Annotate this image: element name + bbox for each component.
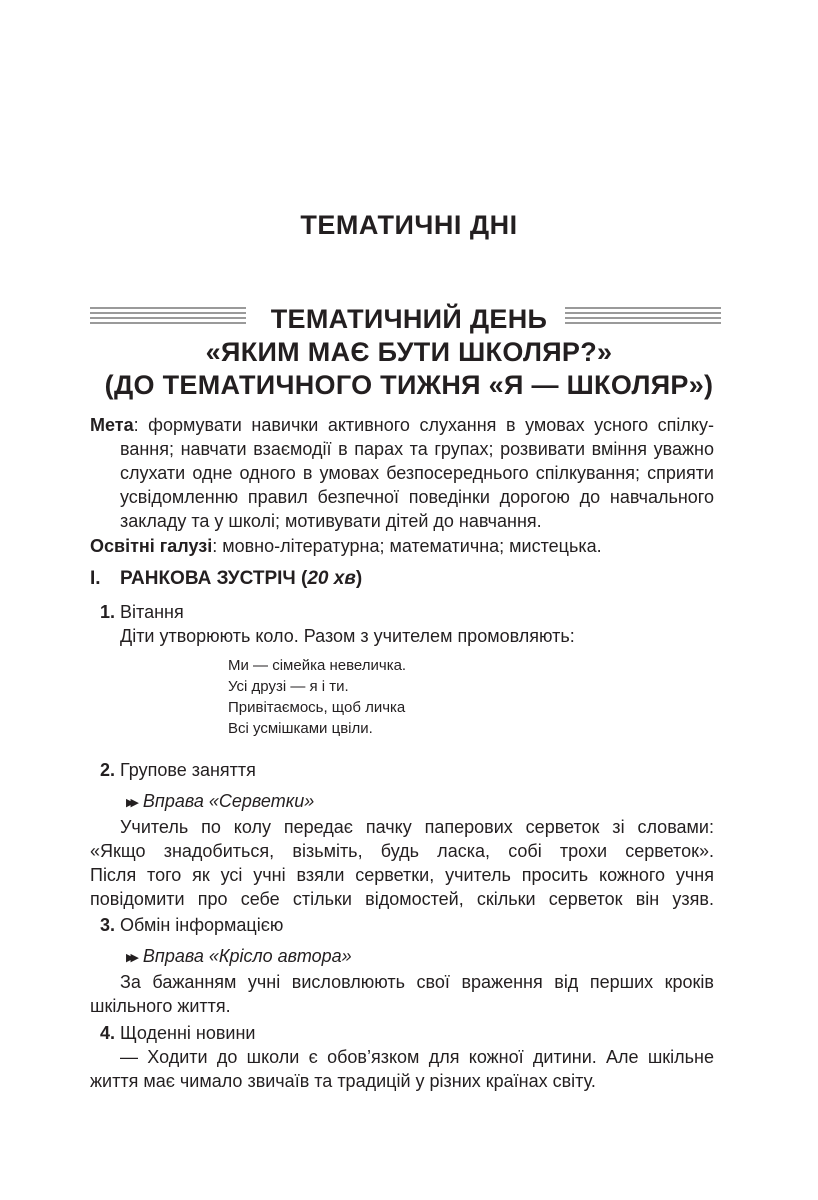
page-title: ТЕМАТИЧНІ ДНІ — [300, 210, 518, 240]
item-4-heading: 4. Щоденні новини — [100, 1023, 256, 1043]
goal-line-2: вання; навчати взаємодії в парах та групах; розвивати вміння уважно — [120, 439, 714, 459]
goal-line-1: Мета: формувати навички активного слухання в умовах усного спілку- — [90, 415, 714, 435]
poem-line-4: Всі усмішками цвіли. — [228, 720, 373, 737]
item-1-intro: Діти утворюють коло. Разом з учителем промовляють: — [120, 626, 575, 646]
day-title-line-2: «ЯКИМ МАЄ БУТИ ШКОЛЯР?» — [205, 337, 613, 367]
goal-line-4: усвідомленню правил безпечної поведінки дорогою до навчального — [120, 487, 714, 507]
item-2-line-1: Учитель по колу передає пачку паперових серветок зі словами: — [120, 817, 714, 837]
goal-line-5: закладу та у школі; мотивувати дітей до навчання. — [120, 511, 542, 531]
exercise-author-chair: ▶▶ Вправа «Крісло автора» — [126, 946, 352, 966]
item-3-heading: 3. Обмін інформацією — [100, 915, 284, 935]
section-heading: I. РАНКОВА ЗУСТРІЧ (20 хв) — [90, 568, 363, 589]
item-2-line-2: «Якщо знадобиться, візьміть, будь ласка, собі трохи серветок». — [90, 841, 714, 861]
goal-label: Мета — [90, 415, 134, 435]
double-arrow-icon: ▶▶ — [126, 952, 135, 964]
exercise-napkins: ▶▶ Вправа «Серветки» — [126, 791, 315, 811]
poem-line-3: Привітаємось, щоб личка — [228, 699, 406, 716]
day-title-line-1: ТЕМАТИЧНИЙ ДЕНЬ — [270, 304, 548, 334]
double-arrow-icon: ▶▶ — [126, 797, 135, 809]
day-title-line-3: (ДО ТЕМАТИЧНОГО ТИЖНЯ «Я — ШКОЛЯР») — [104, 370, 714, 400]
areas-label: Освітні галузі — [90, 536, 213, 556]
item-4-line-1: — Ходити до школи є обов’язком для кожної дитини. Але шкільне — [120, 1047, 714, 1067]
education-areas: Освітні галузі: мовно-літературна; математична; мистецька. — [90, 536, 602, 556]
item-2-heading: 2. Групове заняття — [100, 760, 256, 780]
section-time: 20 хв — [307, 568, 356, 589]
goal-line-3: слухати одне одного в умовах безпосереднього спілкування; сприяти — [120, 463, 714, 483]
section-numeral: I. — [90, 568, 101, 589]
item-3-line-2: шкільного життя. — [90, 996, 231, 1016]
poem-line-1: Ми — сімейка невеличка. — [228, 657, 407, 674]
item-3-line-1: За бажанням учні висловлюють свої враження від перших кроків — [120, 972, 714, 992]
item-2-line-4: повідомити про себе стільки відомостей, скільки серветок він узяв. — [90, 889, 714, 909]
item-4-line-2: життя має чимало звичаїв та традицій у різних країнах світу. — [90, 1071, 596, 1091]
poem-line-2: Усі друзі — я і ти. — [228, 678, 349, 695]
item-2-line-3: Після того як усі учні взяли серветки, учитель просить кожного учня — [90, 865, 714, 885]
item-1-heading: 1. Вітання — [100, 602, 184, 622]
